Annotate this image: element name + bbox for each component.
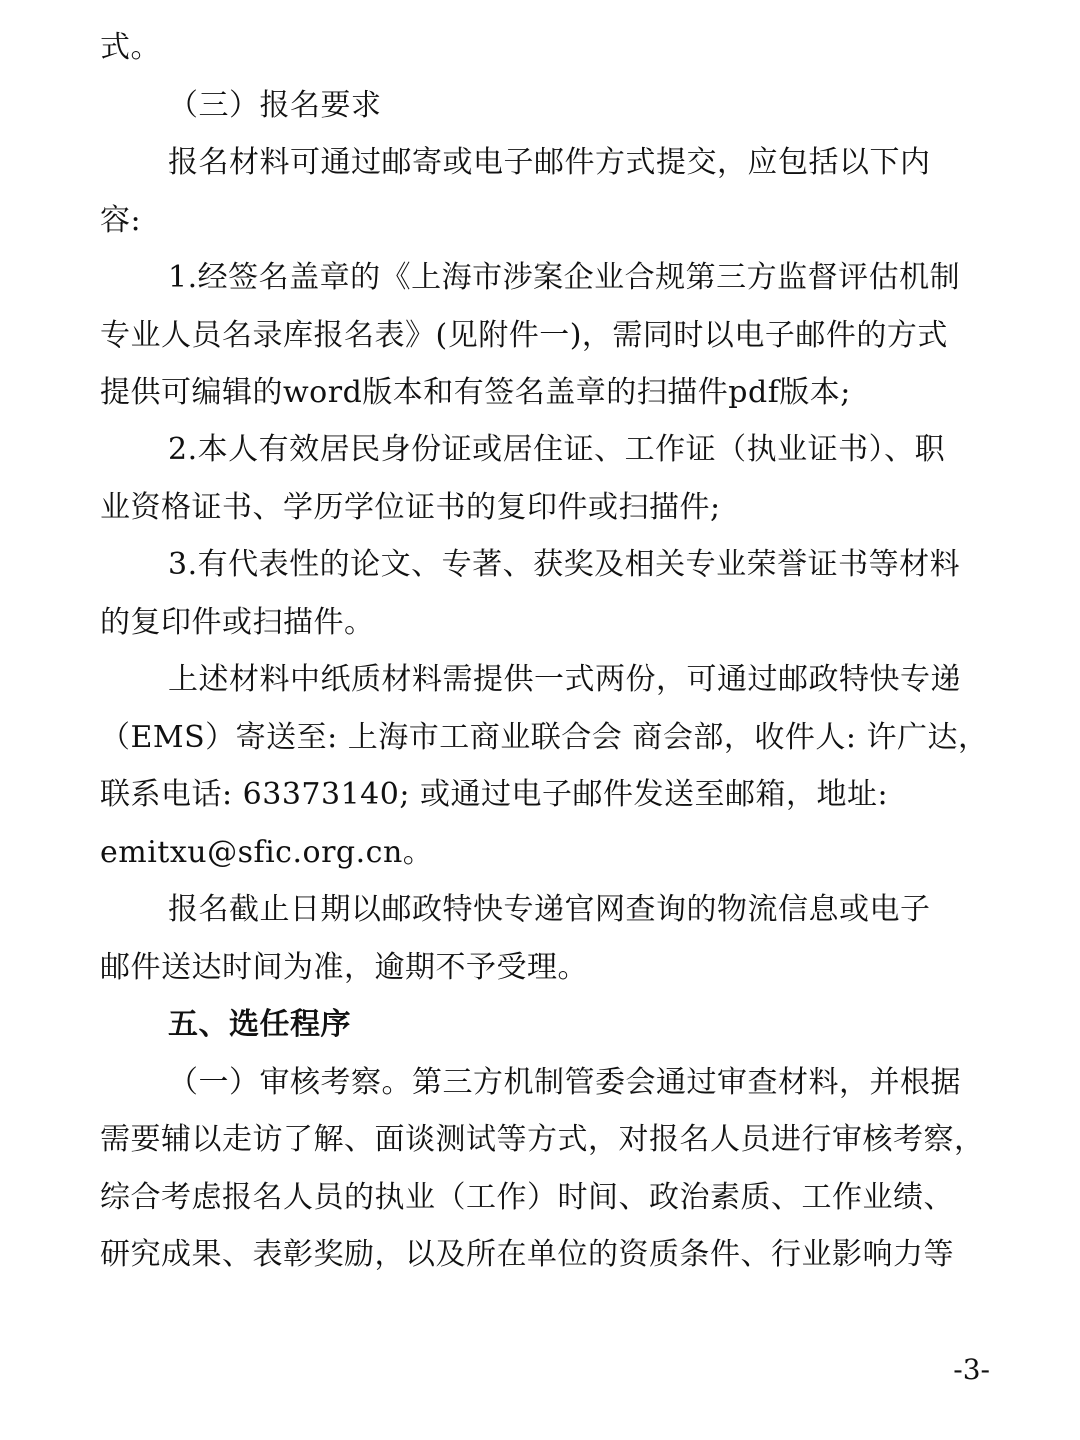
text-line: （一）审核考察。第三方机制管委会通过审查材料，并根据 xyxy=(168,1065,961,1100)
section-heading: （三）报名要求 xyxy=(168,88,382,123)
email-address: emitxu@sfic.org.cn。 xyxy=(100,835,434,870)
text-line: 邮件送达时间为准，逾期不予受理。 xyxy=(100,950,588,985)
text-line: 的复印件或扫描件。 xyxy=(100,605,375,640)
text-line: 报名材料可通过邮寄或电子邮件方式提交，应包括以下内 xyxy=(168,145,931,180)
text-line: 式。 xyxy=(100,30,161,65)
text-line: 研究成果、表彰奖励，以及所在单位的资质条件、行业影响力等 xyxy=(100,1237,954,1272)
list-item: 2.本人有效居民身份证或居住证、工作证（执业证书）、职 xyxy=(168,432,946,467)
text-line: 联系电话: 63373140; 或通过电子邮件发送至邮箱，地址: xyxy=(100,777,889,812)
text-line: 综合考虑报名人员的执业（工作）时间、政治素质、工作业绩、 xyxy=(100,1180,954,1215)
list-item: 1.经签名盖章的《上海市涉案企业合规第三方监督评估机制 xyxy=(168,260,961,295)
page-number: -3- xyxy=(953,1353,990,1386)
text-line: 专业人员名录库报名表》(见附件一)，需同时以电子邮件的方式 xyxy=(100,318,948,353)
section-heading: 五、选任程序 xyxy=(168,1007,351,1042)
text-line: 需要辅以走访了解、面谈测试等方式，对报名人员进行审核考察， xyxy=(100,1122,985,1157)
list-item: 3.有代表性的论文、专著、获奖及相关专业荣誉证书等材料 xyxy=(168,547,961,582)
text-line: 业资格证书、学历学位证书的复印件或扫描件; xyxy=(100,490,721,525)
text-line: 提供可编辑的word版本和有签名盖章的扫描件pdf版本; xyxy=(100,375,851,410)
text-line: 报名截止日期以邮政特快专递官网查询的物流信息或电子 xyxy=(168,892,931,927)
text-line: 容: xyxy=(100,203,142,238)
text-line: （EMS）寄送至: 上海市工商业联合会 商会部，收件人: 许广达， xyxy=(100,720,989,755)
text-line: 上述材料中纸质材料需提供一式两份，可通过邮政特快专递 xyxy=(168,662,961,697)
